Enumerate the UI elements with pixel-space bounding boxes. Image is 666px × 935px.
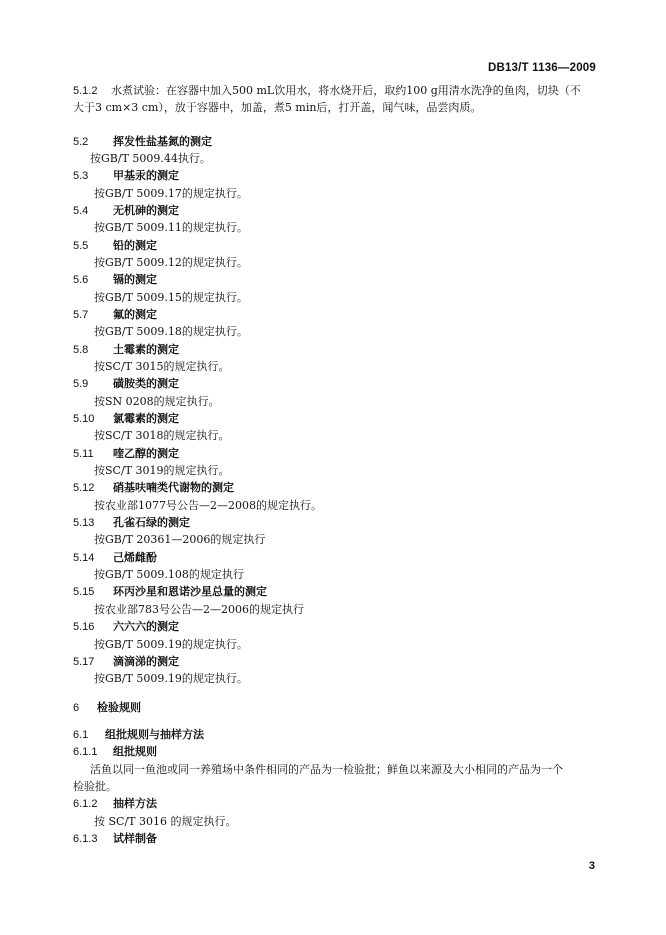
section-heading bbox=[73, 377, 179, 391]
section-number: 5.7 bbox=[73, 309, 89, 321]
section-text: 按SC/T 3019的规定执行。 bbox=[94, 464, 230, 477]
section-heading bbox=[73, 204, 179, 218]
section-number: 5.5 bbox=[73, 240, 89, 252]
section-number: 6.1 bbox=[73, 729, 89, 741]
section-number: 5.6 bbox=[73, 274, 89, 286]
section-number: 5.2 bbox=[73, 136, 89, 148]
section-title: 铅的测定 bbox=[113, 239, 157, 252]
subsection-number: 6.1.1 bbox=[73, 746, 98, 758]
section-title: 甲基汞的测定 bbox=[113, 169, 179, 182]
section-number: 5.10 bbox=[73, 413, 95, 425]
section-heading bbox=[73, 239, 157, 253]
section-text: 按GB/T 5009.19的规定执行。 bbox=[94, 638, 248, 651]
section-text: 按GB/T 5009.15的规定执行。 bbox=[94, 291, 248, 304]
page-number: 3 bbox=[588, 860, 595, 872]
section-heading bbox=[73, 273, 157, 287]
section-number: 5.8 bbox=[73, 344, 89, 356]
section-number: 5.9 bbox=[73, 378, 89, 390]
section-heading bbox=[73, 516, 190, 530]
section-heading bbox=[73, 585, 267, 599]
section-heading bbox=[73, 447, 179, 461]
section-number: 5.16 bbox=[73, 621, 95, 633]
section-heading bbox=[73, 412, 179, 426]
section-title: 挥发性盐基氮的测定 bbox=[113, 135, 212, 148]
subsection-number: 6.1.2 bbox=[73, 798, 98, 810]
section-title: 无机砷的测定 bbox=[113, 204, 179, 217]
chapter-number: 6 bbox=[73, 702, 80, 714]
section-title: 氟的测定 bbox=[113, 308, 157, 321]
section-number: 5.13 bbox=[73, 517, 95, 529]
section-text: 按GB/T 20361—2006的规定执行 bbox=[94, 533, 266, 546]
section-number: 5.4 bbox=[73, 205, 89, 217]
chapter-title: 检验规则 bbox=[97, 701, 141, 714]
section-heading bbox=[73, 620, 179, 634]
section-text: 按GB/T 5009.108的规定执行 bbox=[94, 568, 244, 581]
section-title: 组批规则与抽样方法 bbox=[105, 728, 204, 741]
section-text: 按GB/T 5009.19的规定执行。 bbox=[94, 672, 248, 685]
section-number: 5.3 bbox=[73, 170, 89, 182]
section-heading bbox=[73, 135, 212, 149]
section-text: 按SN 0208的规定执行。 bbox=[94, 395, 220, 408]
section-text: 按SC/T 3018的规定执行。 bbox=[94, 429, 230, 442]
section-text: 按SC/T 3015的规定执行。 bbox=[94, 360, 230, 373]
section-number: 5.15 bbox=[73, 586, 95, 598]
subsection-text-continued: 检验批。 bbox=[73, 780, 117, 793]
section-text: 按GB/T 5009.12的规定执行。 bbox=[94, 256, 248, 269]
clause-number: 5.1.2 bbox=[73, 85, 98, 97]
section-title: 土霉素的测定 bbox=[113, 343, 179, 356]
document-id: DB13/T 1136—2009 bbox=[487, 62, 596, 74]
section-number: 5.12 bbox=[73, 482, 95, 494]
subsection-title: 抽样方法 bbox=[113, 797, 157, 810]
subsection-number: 6.1.3 bbox=[73, 833, 98, 845]
section-heading bbox=[73, 551, 157, 565]
section-number: 5.17 bbox=[73, 656, 95, 668]
subsection-heading bbox=[73, 832, 157, 846]
section-title: 磺胺类的测定 bbox=[113, 377, 179, 390]
section-title: 喹乙醇的测定 bbox=[113, 447, 179, 460]
section-title: 氯霉素的测定 bbox=[113, 412, 179, 425]
section-text: 按GB/T 5009.44执行。 bbox=[90, 152, 211, 165]
section-number: 5.11 bbox=[73, 448, 94, 460]
section-title: 镉的测定 bbox=[113, 273, 157, 286]
section-title: 硝基呋喃类代谢物的测定 bbox=[113, 481, 234, 494]
section-heading bbox=[73, 308, 157, 322]
section-title: 己烯雌酚 bbox=[113, 551, 157, 564]
subsection-title: 组批规则 bbox=[113, 745, 157, 758]
subsection-text: 按 SC/T 3016 的规定执行。 bbox=[94, 815, 237, 828]
section-text: 按GB/T 5009.17的规定执行。 bbox=[94, 187, 248, 200]
subsection-heading bbox=[73, 797, 157, 811]
clause-text-continued: 大于3 cm×3 cm），放于容器中，加盖，煮5 min后，打开盖，闻气味，品尝肉质。 bbox=[73, 101, 482, 114]
subsection-heading bbox=[73, 745, 157, 759]
section-heading bbox=[73, 481, 234, 495]
section-text: 按农业部783号公告—2—2006的规定执行 bbox=[94, 603, 304, 616]
section-title: 孔雀石绿的测定 bbox=[113, 516, 190, 529]
section-title: 环丙沙星和恩诺沙星总量的测定 bbox=[113, 585, 267, 598]
section-title: 六六六的测定 bbox=[113, 620, 179, 633]
clause-5-1-2 bbox=[73, 84, 581, 98]
subsection-title: 试样制备 bbox=[113, 832, 157, 845]
section-heading bbox=[73, 169, 179, 183]
section-heading bbox=[73, 728, 204, 742]
section-text: 按农业部1077号公告—2—2008的规定执行。 bbox=[94, 499, 322, 512]
section-heading bbox=[73, 655, 179, 669]
subsection-text: 活鱼以同一鱼池或同一养殖场中条件相同的产品为一检验批；鲜鱼以来源及大小相同的产品为一个 bbox=[90, 763, 563, 776]
chapter-heading bbox=[73, 701, 141, 715]
section-heading bbox=[73, 343, 179, 357]
section-text: 按GB/T 5009.18的规定执行。 bbox=[94, 325, 248, 338]
section-number: 5.14 bbox=[73, 552, 95, 564]
clause-text: 水煮试验：在容器中加入500 mL饮用水，将水烧开后，取约100 g用清水洗净的鱼肉，切块（不 bbox=[111, 84, 581, 97]
section-title: 滴滴涕的测定 bbox=[113, 655, 179, 668]
section-text: 按GB/T 5009.11的规定执行。 bbox=[94, 221, 248, 234]
